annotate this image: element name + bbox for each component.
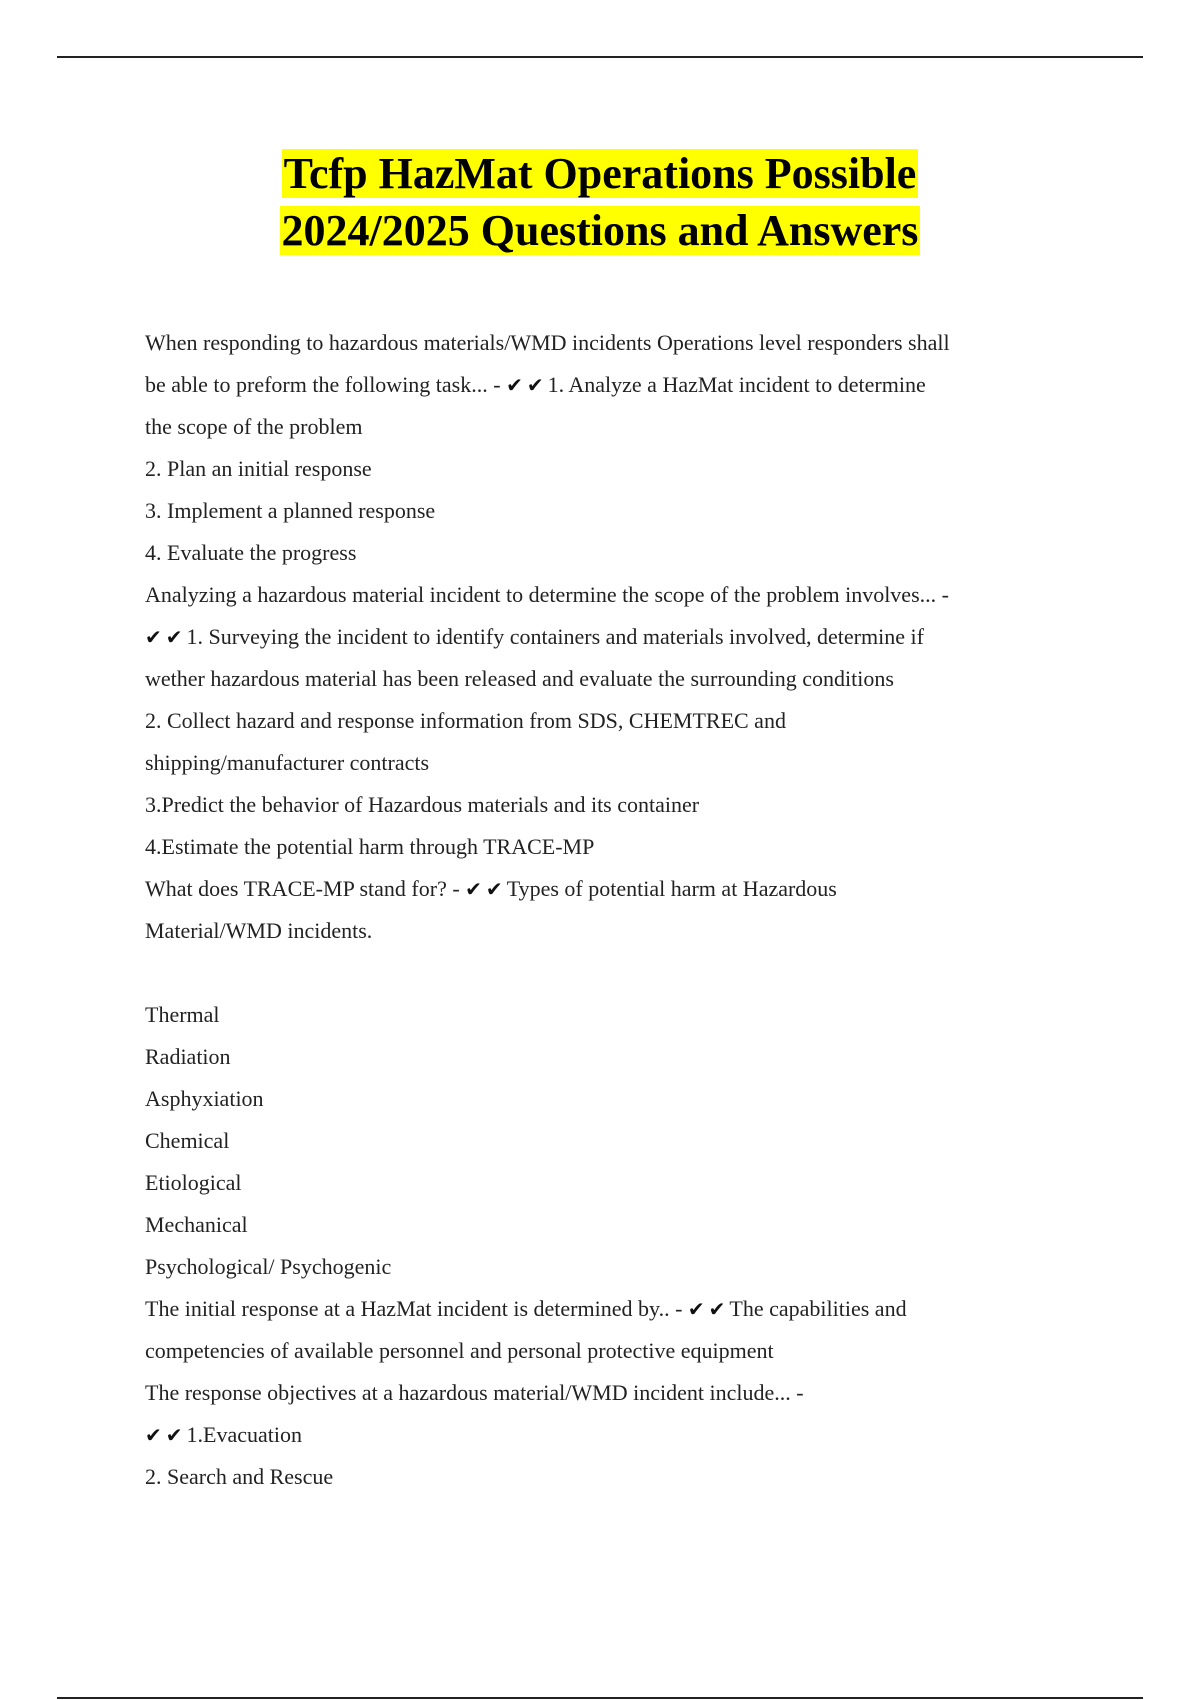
checkmark-icon: ✔✔ xyxy=(506,373,548,397)
text-line: wether hazardous material has been released and evaluate the surrounding conditions xyxy=(145,666,894,691)
text-line: Chemical xyxy=(145,1128,230,1153)
text-line: 2. Collect hazard and response information from SDS, CHEMTREC and xyxy=(145,708,786,733)
checkmark-icon: ✔✔ xyxy=(465,877,507,901)
text-line: 4. Evaluate the progress xyxy=(145,540,357,565)
text-line: 2. Plan an initial response xyxy=(145,456,372,481)
text-line: The initial response at a HazMat incident is determined by.. - ✔✔The capabilities and xyxy=(145,1296,907,1321)
text-line: When responding to hazardous materials/WMD incidents Operations level responders shall xyxy=(145,330,950,355)
checkmark-icon: ✔✔ xyxy=(687,1297,730,1321)
text-line: competencies of available personnel and personal protective equipment xyxy=(145,1338,774,1363)
text-line: Asphyxiation xyxy=(145,1086,264,1111)
text-line: Psychological/ Psychogenic xyxy=(145,1254,392,1279)
text-line: 3. Implement a planned response xyxy=(145,498,436,523)
blank-line xyxy=(145,952,1045,994)
text-line: 2. Search and Rescue xyxy=(145,1464,334,1489)
bottom-rule xyxy=(57,1697,1143,1699)
checkmark-icon: ✔✔ xyxy=(145,1423,187,1447)
text-line: be able to preform the following task... - ✔✔1. Analyze a HazMat incident to determine xyxy=(145,372,926,397)
document-body xyxy=(145,322,1045,1498)
title-line-1: Tcfp HazMat Operations Possible xyxy=(283,149,917,198)
checkmark-icon: ✔✔ xyxy=(145,625,187,649)
text-line: ✔✔1. Surveying the incident to identify containers and materials involved, determine if xyxy=(145,624,924,649)
text-line: Material/WMD incidents. xyxy=(145,918,373,943)
text-line: the scope of the problem xyxy=(145,414,363,439)
text-line: Etiological xyxy=(145,1170,242,1195)
text-line: 3.Predict the behavior of Hazardous materials and its container xyxy=(145,792,700,817)
text-line: The response objectives at a hazardous material/WMD incident include... - xyxy=(145,1380,804,1405)
text-line: shipping/manufacturer contracts xyxy=(145,750,430,775)
text-line: Analyzing a hazardous material incident to determine the scope of the problem involves... - xyxy=(145,582,949,607)
top-rule xyxy=(57,56,1143,58)
text-line: What does TRACE-MP stand for? - ✔✔Types of potential harm at Hazardous xyxy=(145,876,837,901)
page-title xyxy=(0,145,1200,259)
text-line: Thermal xyxy=(145,1002,220,1027)
text-line: Mechanical xyxy=(145,1212,248,1237)
title-line-2: 2024/2025 Questions and Answers xyxy=(281,206,919,255)
text-line: Radiation xyxy=(145,1044,231,1069)
text-line: 4.Estimate the potential harm through TRACE-MP xyxy=(145,834,595,859)
text-line: ✔✔1.Evacuation xyxy=(145,1422,302,1447)
